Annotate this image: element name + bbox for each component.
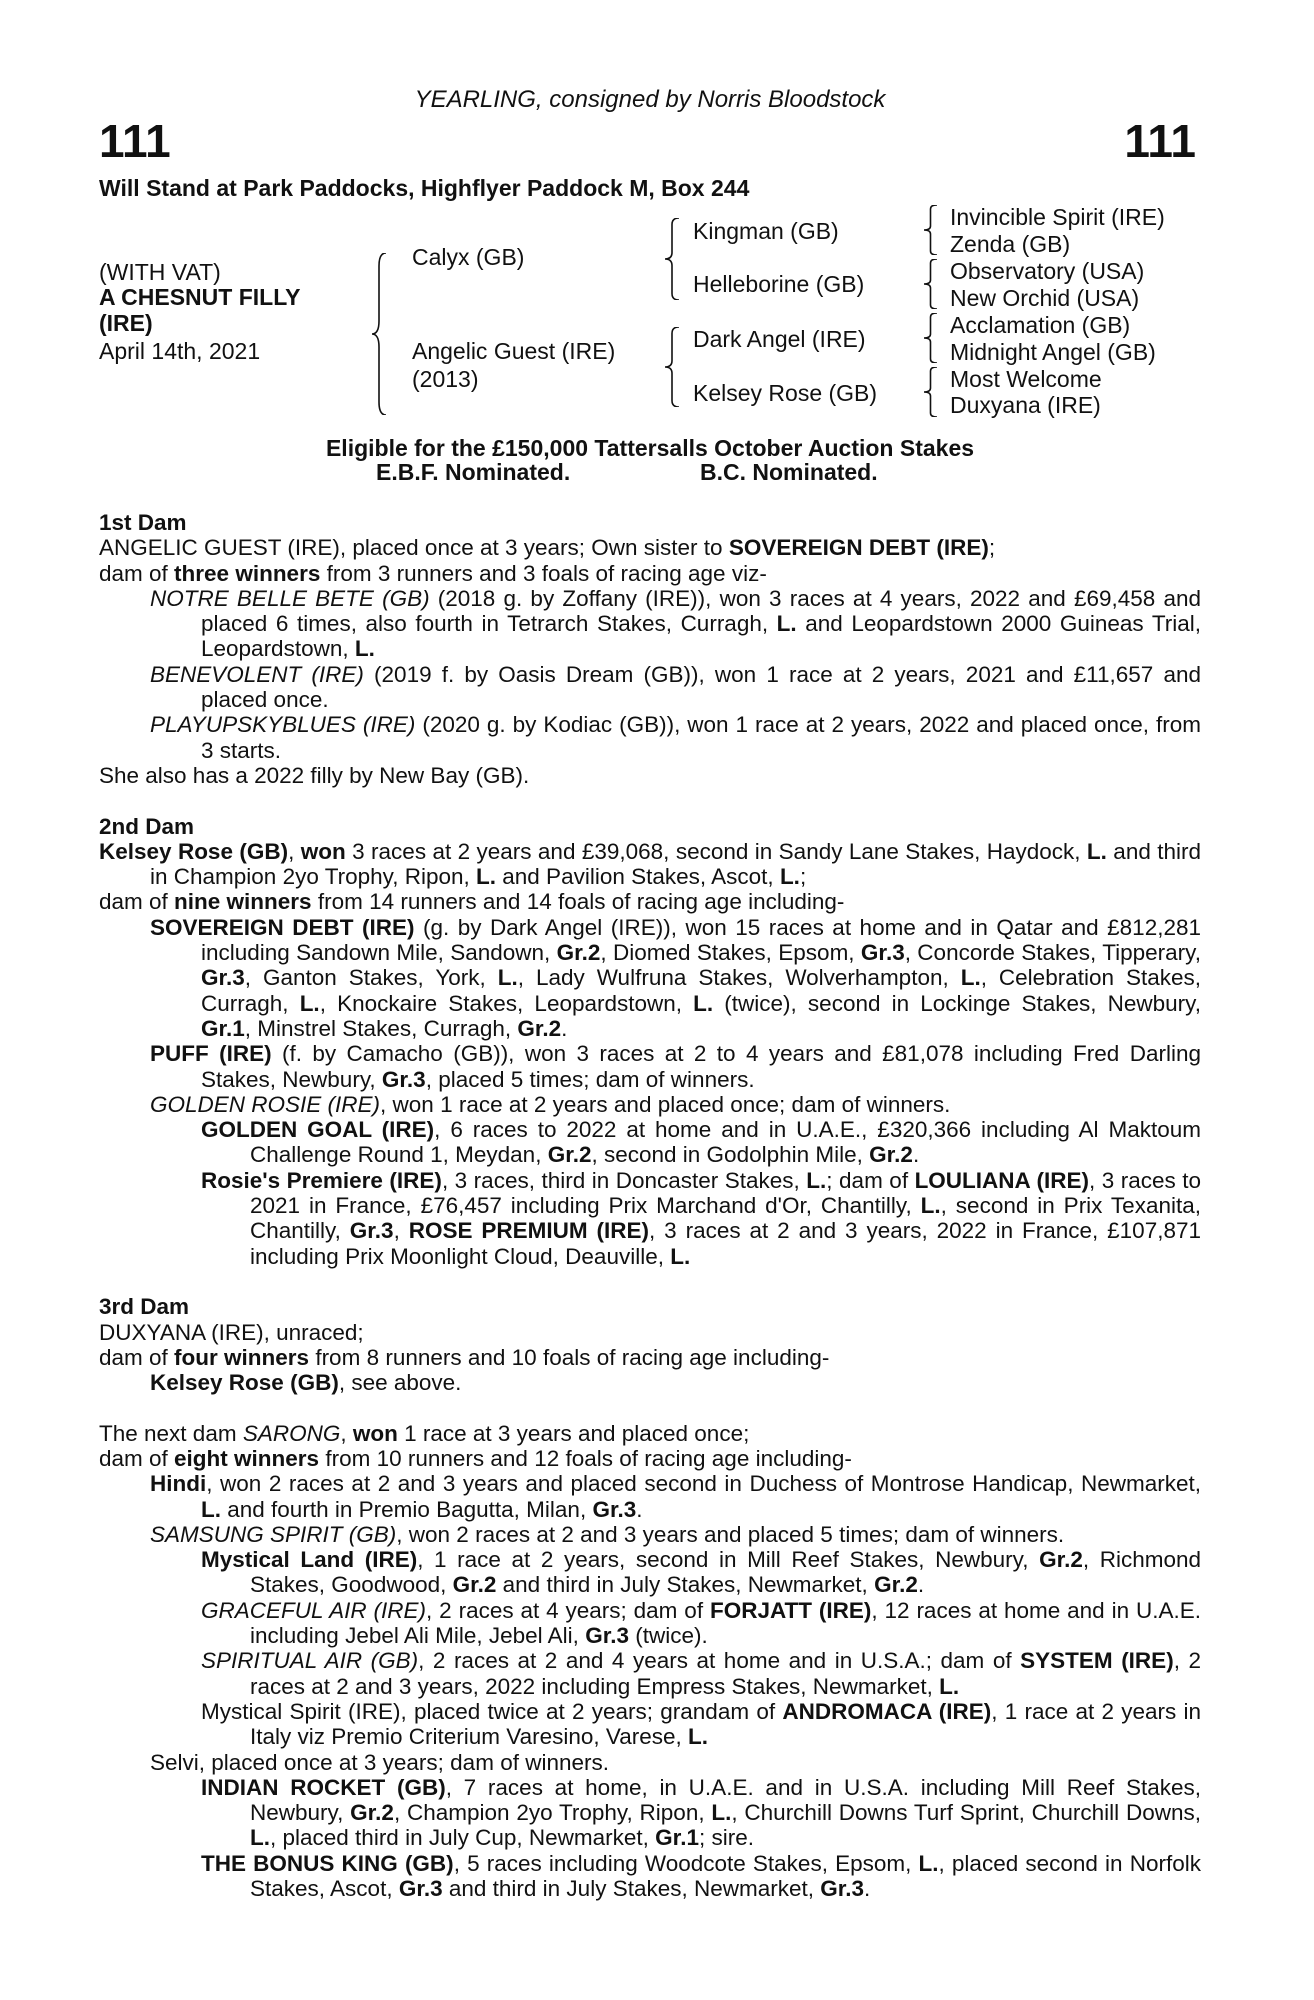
text-run: (twice), second in Lockinge Stakes, Newbury, (713, 990, 1202, 1016)
lot-number-left: 111 (99, 115, 171, 167)
text-run: The next dam (99, 1420, 243, 1446)
text-run: , Churchill Downs Turf Sprint, Churchill Downs, (731, 1800, 1201, 1826)
text-run: from 10 runners and 12 foals of racing age including- (319, 1445, 852, 1471)
bc-nominated: B.C. Nominated. (700, 459, 878, 485)
curly-brace-icon (924, 205, 937, 255)
granddam-maternal: Kelsey Rose (GB) (693, 380, 878, 406)
produce-record (99, 1851, 1201, 1902)
bold-text: Kelsey Rose (GB) (99, 838, 289, 864)
text-run: , Lady Wulfruna Stakes, Wolverhampton, (517, 965, 961, 991)
bold-text: L. (688, 1724, 709, 1750)
produce-record (99, 561, 1201, 586)
text-run: (2018 g. by Zoffany (IRE)), won 3 races at 4 years, 2022 and £69,458 and placed 6 times, also fourth in Tetrarch Stakes, Curragh, (201, 585, 1201, 637)
produce-record (99, 1345, 1201, 1370)
curly-brace-icon (924, 259, 937, 309)
horse-name: A CHESNUT FILLY (99, 284, 301, 310)
text-run: , 1 race at 2 years, second in Mill Reef Stakes, Newbury, (417, 1547, 1040, 1573)
curly-brace-icon (924, 367, 937, 417)
text-run: ; sire. (698, 1825, 754, 1851)
bold-text: SYSTEM (IRE) (1020, 1648, 1174, 1674)
bold-text: eight winners (174, 1445, 320, 1471)
bold-text: nine winners (174, 889, 312, 915)
brace-gen2-sire (665, 218, 679, 300)
bold-text: L. (299, 990, 320, 1016)
text-run: , placed third in July Cup, Newmarket, (270, 1825, 656, 1851)
produce-record (99, 1092, 1201, 1117)
italic-text: SARONG (242, 1420, 341, 1446)
italic-text: GRACEFUL AIR (IRE) (201, 1597, 427, 1623)
text-run: (twice). (628, 1623, 708, 1649)
bold-text: Gr.2 (556, 940, 601, 966)
bold-text: Gr.2 (517, 1015, 562, 1041)
catalogue-body (99, 510, 1201, 1901)
produce-record (99, 1547, 1201, 1598)
produce-record (99, 763, 1201, 788)
text-run: ; (799, 864, 807, 890)
text-run: dam of (99, 889, 175, 915)
bold-text: L. (960, 965, 981, 991)
bold-text: PUFF (IRE) (150, 1041, 272, 1067)
produce-record (99, 535, 1201, 560)
produce-record (99, 712, 1201, 763)
bold-text: Mystical Land (IRE) (201, 1547, 418, 1573)
text-run: Mystical Spirit (IRE), placed twice at 2 years; grandam of (201, 1698, 783, 1724)
bold-text: Gr.3 (592, 1496, 637, 1522)
dam-section (99, 510, 1201, 788)
text-run: , 6 races to 2022 at home and in U.A.E., £320,366 including Al Maktoum Challenge Round 1, Meydan, (250, 1117, 1201, 1168)
text-run: (2019 f. by Oasis Dream (GB)), won 1 race at 2 years, 2021 and £11,657 and placed once. (201, 661, 1201, 713)
bold-text: Gr.1 (201, 1015, 245, 1041)
section-heading: 1st Dam (99, 510, 187, 535)
bold-text: L. (201, 1496, 221, 1522)
text-run: , 3 races, third in Doncaster Stakes, (441, 1167, 807, 1193)
bold-text: three winners (174, 560, 321, 586)
brace-gen1 (372, 253, 386, 415)
produce-record (99, 1117, 1201, 1168)
text-run: (g. by Dark Angel (IRE)), won 15 races at home and in Qatar and £812,281 including Sandown Mile, Sandown, (201, 914, 1202, 966)
text-run: , 2 races at 2 and 4 years at home and in U.S.A.; dam of (418, 1648, 1021, 1674)
grandsire-paternal: Kingman (GB) (693, 218, 839, 244)
bold-text: L. (776, 611, 797, 637)
text-run: , Richmond Stakes, Goodwood, (250, 1547, 1202, 1598)
bold-text: Gr.2 (452, 1572, 497, 1598)
produce-record (99, 1370, 1201, 1395)
bold-text: L. (476, 864, 497, 890)
text-run: ; dam of (826, 1167, 915, 1193)
text-run: (2020 g. by Kodiac (GB)), won 1 race at 2 years, 2022 and placed once, from 3 starts. (201, 712, 1201, 763)
text-run: from 3 runners and 3 foals of racing age viz- (320, 560, 767, 586)
produce-record (99, 1446, 1201, 1471)
text-run: and Pavilion Stakes, Ascot, (496, 864, 780, 890)
section-gap (99, 788, 1201, 813)
bold-text: L. (250, 1825, 270, 1851)
produce-record (99, 1699, 1201, 1750)
text-run: , 3 races at 2 and 3 years, 2022 in France, £107,871 including Prix Moonlight Cloud, Deauville, (250, 1218, 1201, 1269)
dam-name: Angelic Guest (IRE) (412, 338, 616, 364)
text-run: , Concorde Stakes, Tipperary, (904, 940, 1201, 966)
horse-name-suffix: (IRE) (99, 310, 153, 336)
bold-text: SOVEREIGN DEBT (IRE) (728, 535, 989, 561)
bold-text: L. (920, 1193, 941, 1219)
text-run: ANGELIC GUEST (IRE), placed once at 3 years; Own sister to (99, 535, 729, 561)
gen4-ancestor: Zenda (GB) (950, 231, 1071, 257)
curly-brace-icon (372, 253, 386, 415)
produce-record (99, 1320, 1201, 1345)
produce-record (99, 1775, 1201, 1851)
text-run: and Leopardstown 2000 Guineas Trial, Leopardstown, (201, 611, 1201, 662)
text-run: and third in Champion 2yo Trophy, Ripon, (150, 838, 1202, 890)
gen4-ancestor: New Orchid (USA) (950, 285, 1140, 311)
bold-text: Gr.3 (860, 940, 905, 966)
bold-text: Gr.2 (869, 1142, 913, 1168)
bold-text: four winners (174, 1344, 310, 1370)
produce-record (99, 1041, 1201, 1092)
section-gap (99, 1395, 1201, 1420)
text-run: . (912, 1142, 920, 1168)
curly-brace-icon (665, 327, 679, 407)
ebf-nominated: E.B.F. Nominated. (376, 459, 571, 485)
bold-text: Gr.3 (201, 965, 245, 991)
bold-text: L. (779, 864, 800, 890)
brace-gen3-2 (924, 259, 937, 309)
text-run: DUXYANA (IRE), unraced; (99, 1319, 364, 1345)
text-run: and third in July Stakes, Newmarket, (496, 1572, 875, 1598)
text-run: , won 1 race at 2 years and placed once; dam of winners. (380, 1091, 951, 1117)
granddam-paternal: Helleborine (GB) (693, 271, 865, 297)
text-run: (f. by Camacho (GB)), won 3 races at 2 to 4 years and £81,078 including Fred Darling Stakes, Newbury, (201, 1041, 1201, 1092)
bold-text: LOULIANA (IRE) (914, 1167, 1089, 1193)
text-run: , 1 race at 2 years in Italy viz Premio Criterium Varesino, Varese, (250, 1698, 1201, 1750)
produce-record (99, 915, 1201, 1041)
sire-name: Calyx (GB) (412, 244, 525, 270)
dam-section (99, 1294, 1201, 1395)
text-run: , Champion 2yo Trophy, Ripon, (393, 1800, 712, 1826)
text-run: , placed second in Norfolk Stakes, Ascot, (250, 1850, 1201, 1902)
bold-text: Hindi (150, 1471, 207, 1497)
lot-number-right: 111 (1124, 115, 1196, 167)
text-run: , (340, 1420, 353, 1446)
produce-record (99, 662, 1201, 713)
text-run: , Knockaire Stakes, Leopardstown, (319, 990, 694, 1016)
bold-text: won (300, 838, 346, 864)
text-run: , (393, 1218, 409, 1244)
bold-text: ROSE PREMIUM (IRE) (408, 1218, 650, 1244)
dam-section (99, 1421, 1201, 1902)
text-run: . (561, 1015, 568, 1041)
curly-brace-icon (924, 313, 937, 363)
italic-text: SAMSUNG SPIRIT (GB) (150, 1521, 397, 1547)
bold-text: Kelsey Rose (GB) (150, 1370, 339, 1396)
bold-text: Gr.3 (585, 1623, 629, 1649)
bold-text: Gr.3 (381, 1066, 426, 1092)
section-heading: 2nd Dam (99, 813, 195, 839)
bold-text: L. (670, 1243, 691, 1269)
text-run: , 7 races at home, in U.A.E. and in U.S.A. including Mill Reef Stakes, Newbury, (250, 1774, 1201, 1826)
text-run: , won 2 races at 2 and 3 years and placed 5 times; dam of winners. (396, 1521, 1065, 1547)
foaling-date: April 14th, 2021 (99, 338, 261, 364)
gen4-ancestor: Most Welcome (950, 366, 1102, 392)
text-run: 3 races at 2 years and £39,068, second in Sandy Lane Stakes, Haydock, (345, 838, 1087, 864)
produce-record (99, 1648, 1201, 1699)
gen4-ancestor: Duxyana (IRE) (950, 392, 1101, 418)
bold-text: Gr.2 (874, 1572, 918, 1598)
text-run: dam of (99, 1344, 175, 1370)
bold-text: Gr.3 (398, 1876, 443, 1902)
section-gap (99, 1269, 1201, 1294)
bold-text: Gr.2 (350, 1800, 394, 1826)
text-run: from 14 runners and 14 foals of racing age including- (311, 889, 845, 915)
curly-brace-icon (665, 218, 679, 300)
bold-text: Rosie's Premiere (IRE) (201, 1167, 442, 1193)
text-run: , Ganton Stakes, York, (244, 965, 498, 991)
consignor-line: YEARLING, consigned by Norris Bloodstock (414, 86, 886, 113)
bold-text: SOVEREIGN DEBT (IRE) (150, 914, 415, 940)
italic-text: GOLDEN ROSIE (IRE) (150, 1091, 381, 1117)
text-run: and third in July Stakes, Newmarket, (442, 1876, 821, 1902)
text-run: , 3 races to 2021 in France, £76,457 including Prix Marchand d'Or, Chantilly, (250, 1167, 1201, 1219)
stabling-location: Will Stand at Park Paddocks, Highflyer Paddock M, Box 244 (99, 175, 750, 201)
bold-text: won (352, 1420, 398, 1446)
italic-text: NOTRE BELLE BETE (GB) (150, 585, 430, 611)
text-run: She also has a 2022 filly by New Bay (GB). (99, 762, 530, 788)
vat-label: (WITH VAT) (99, 259, 221, 285)
grandsire-maternal: Dark Angel (IRE) (693, 326, 866, 352)
text-run: 1 race at 3 years and placed once; (397, 1420, 750, 1446)
bold-text: Gr.2 (1039, 1547, 1083, 1573)
dam-year: (2013) (412, 366, 479, 392)
text-run: , 2 races at 2 and 3 years, 2022 including Empress Stakes, Newmarket, (250, 1648, 1201, 1699)
gen4-ancestor: Midnight Angel (GB) (950, 339, 1156, 365)
bold-text: L. (939, 1673, 960, 1699)
bold-text: ANDROMACA (IRE) (782, 1698, 992, 1724)
brace-gen3-4 (924, 367, 937, 417)
produce-record (99, 839, 1201, 890)
produce-record (99, 586, 1201, 662)
text-run: dam of (99, 560, 175, 586)
brace-gen3-3 (924, 313, 937, 363)
text-run: from 8 runners and 10 foals of racing age including- (309, 1344, 830, 1370)
bold-text: L. (918, 1850, 939, 1876)
gen4-ancestor: Invincible Spirit (IRE) (950, 204, 1165, 230)
text-run: , Minstrel Stakes, Curragh, (244, 1015, 518, 1041)
text-run: , placed 5 times; dam of winners. (425, 1066, 755, 1092)
dam-section (99, 814, 1201, 1269)
text-run: , second in Prix Texanita, Chantilly, (250, 1193, 1201, 1244)
bold-text: L. (1086, 838, 1107, 864)
bold-text: FORJATT (IRE) (709, 1597, 872, 1623)
section-heading: 3rd Dam (99, 1294, 190, 1320)
bold-text: Gr.3 (820, 1876, 865, 1902)
bold-text: L. (693, 990, 714, 1016)
gen4-ancestor: Acclamation (GB) (950, 312, 1131, 338)
bold-text: L. (806, 1167, 827, 1193)
text-run: . (636, 1496, 643, 1522)
produce-record (99, 1750, 1201, 1775)
text-run: . (917, 1572, 925, 1598)
produce-record (99, 1598, 1201, 1649)
italic-text: PLAYUPSKYBLUES (IRE) (150, 712, 416, 738)
produce-record (99, 1421, 1201, 1446)
bold-text: Gr.2 (547, 1142, 592, 1168)
text-run: , 5 races including Woodcote Stakes, Epsom, (453, 1850, 919, 1876)
text-run: ; (988, 535, 996, 561)
text-run: , Diomed Stakes, Epsom, (600, 940, 861, 966)
bold-text: THE BONUS KING (GB) (201, 1850, 454, 1876)
bold-text: GOLDEN GOAL (IRE) (201, 1117, 435, 1143)
text-run: . (864, 1876, 871, 1902)
italic-text: SPIRITUAL AIR (GB) (201, 1648, 419, 1674)
text-run: , (288, 838, 301, 864)
bold-text: Gr.3 (349, 1218, 394, 1244)
produce-record (99, 1168, 1201, 1269)
gen4-ancestor: Observatory (USA) (950, 258, 1145, 284)
produce-record (99, 1471, 1201, 1522)
text-run: dam of (99, 1445, 175, 1471)
text-run: Selvi, placed once at 3 years; dam of winners. (150, 1749, 609, 1775)
brace-gen2-dam (665, 327, 679, 407)
text-run: and fourth in Premio Bagutta, Milan, (221, 1496, 593, 1522)
brace-gen3-1 (924, 205, 937, 255)
text-run: , Celebration Stakes, Curragh, (201, 965, 1201, 1016)
bold-text: L. (497, 965, 518, 991)
text-run: , see above. (338, 1370, 462, 1396)
bold-text: L. (711, 1800, 732, 1826)
bold-text: INDIAN ROCKET (GB) (201, 1774, 446, 1800)
text-run: , second in Godolphin Mile, (591, 1142, 870, 1168)
text-run: , 12 races at home and in U.A.E. including Jebel Ali Mile, Jebel Ali, (250, 1597, 1201, 1649)
text-run: , 2 races at 4 years; dam of (426, 1597, 710, 1623)
text-run: , won 2 races at 2 and 3 years and placed second in Duchess of Montrose Handicap, Newmarket, (206, 1471, 1201, 1497)
produce-record (99, 889, 1201, 914)
eligibility-line: Eligible for the £150,000 Tattersalls October Auction Stakes (325, 435, 975, 461)
produce-record (99, 1522, 1201, 1547)
bold-text: Gr.1 (655, 1825, 699, 1851)
bold-text: L. (354, 636, 375, 662)
italic-text: BENEVOLENT (IRE) (150, 661, 364, 687)
